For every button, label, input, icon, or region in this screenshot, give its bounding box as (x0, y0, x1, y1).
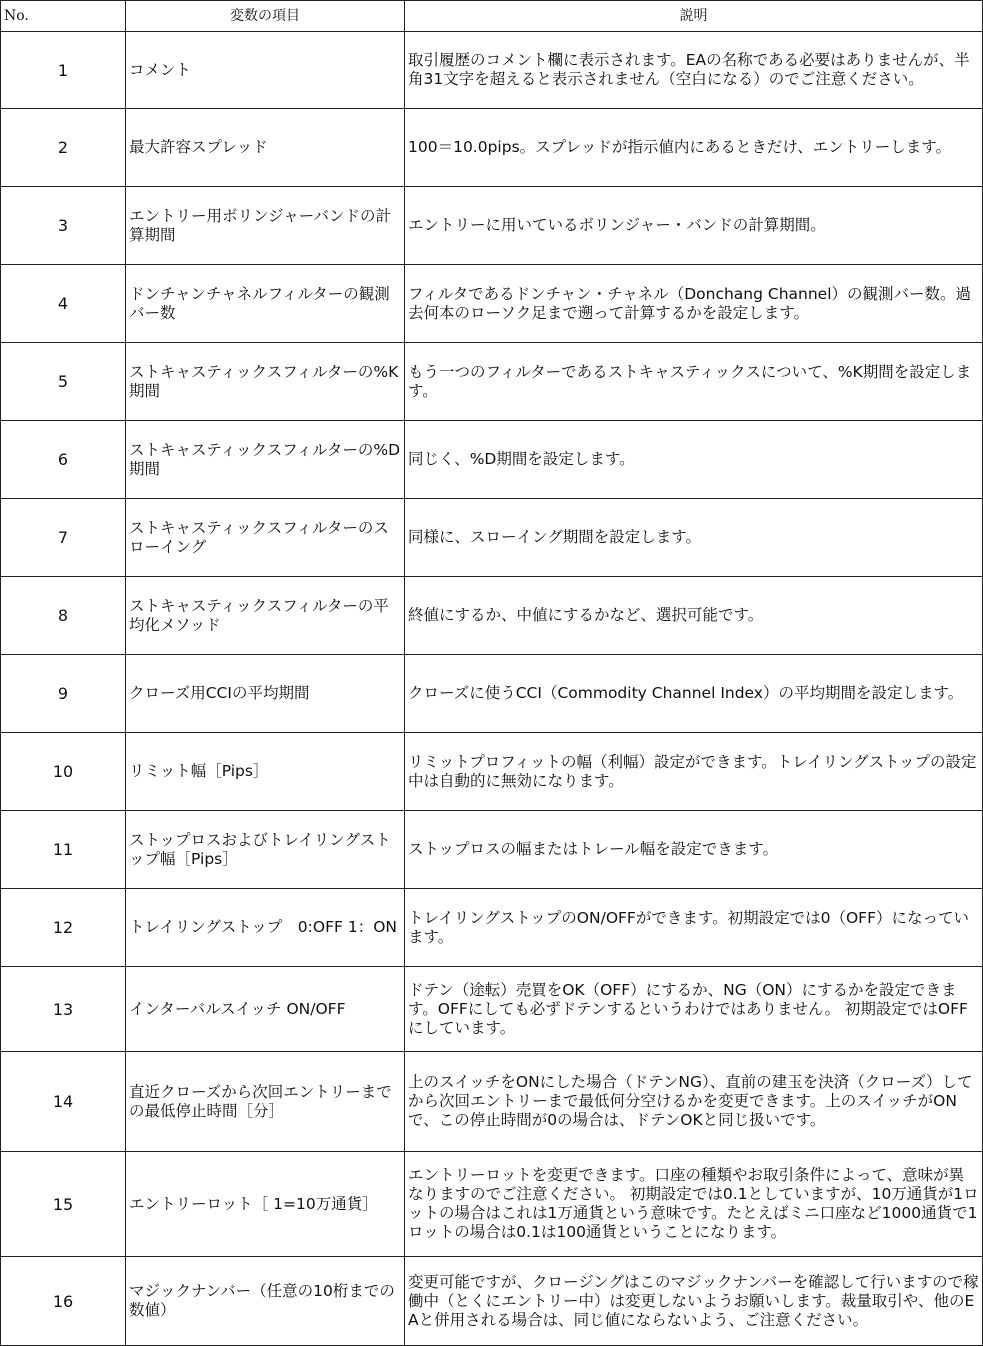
row-description: トレイリングストップのON/OFFができます。初期設定では0（OFF）になっています。 (405, 889, 983, 967)
row-item: クローズ用CCIの平均期間 (126, 655, 405, 733)
row-number: 7 (1, 499, 126, 577)
row-item: ストップロスおよびトレイリングストップ幅［Pips］ (126, 811, 405, 889)
row-number: 2 (1, 109, 126, 187)
table-row (1, 577, 983, 655)
table-row (1, 733, 983, 811)
row-number: 5 (1, 343, 126, 421)
table-row (1, 1257, 983, 1346)
header-item: 変数の項目 (126, 1, 405, 32)
row-item: 最大許容スプレッド (126, 109, 405, 187)
row-number: 6 (1, 421, 126, 499)
row-description: 取引履歴のコメント欄に表示されます。EAの名称である必要はありませんが、半角31文字を超えると表示されません（空白になる）のでご注意ください。 (405, 32, 983, 109)
row-description: クローズに使うCCI（Commodity Channel Index）の平均期間を設定します。 (405, 655, 983, 733)
row-description: 100＝10.0pips。スプレッドが指示値内にあるときだけ、エントリーします。 (405, 109, 983, 187)
row-description: リミットプロフィットの幅（利幅）設定ができます。トレイリングストップの設定中は自動的に無効になります。 (405, 733, 983, 811)
header-row (1, 1, 983, 32)
row-item: マジックナンバー（任意の10桁までの数値） (126, 1257, 405, 1346)
row-number: 4 (1, 265, 126, 343)
table-row (1, 265, 983, 343)
table-row (1, 499, 983, 577)
header-description: 説明 (405, 1, 983, 32)
row-description: 上のスイッチをONにした場合（ドテンNG）、直前の建玉を決済（クローズ）してから次回エントリーまで最低何分空けるかを変更できます。上のスイッチがONで、この停止時間が0の場合は、ドテンOKと同じ扱いです。 (405, 1052, 983, 1152)
row-description: 変更可能ですが、クロージングはこのマジックナンバーを確認して行いますので稼働中（とくにエントリー中）は変更しないようお願いします。裁量取引や、他のEAと併用される場合は、同じ値にならないよう、ご注意ください。 (405, 1257, 983, 1346)
row-item: ストキャスティックスフィルターの平均化メソッド (126, 577, 405, 655)
row-number: 3 (1, 187, 126, 265)
row-item: リミット幅［Pips］ (126, 733, 405, 811)
table-row (1, 889, 983, 967)
row-description: 同じく、%D期間を設定します。 (405, 421, 983, 499)
row-number: 13 (1, 967, 126, 1052)
row-description: 同様に、スローイング期間を設定します。 (405, 499, 983, 577)
row-number: 14 (1, 1052, 126, 1152)
row-description: フィルタであるドンチャン・チャネル（Donchang Channel）の観測バー数。過去何本のローソク足まで遡って計算するかを設定します。 (405, 265, 983, 343)
row-description: もう一つのフィルターであるストキャスティックスについて、%K期間を設定します。 (405, 343, 983, 421)
table-row (1, 32, 983, 109)
row-item: ストキャスティックスフィルターのスローイング (126, 499, 405, 577)
row-description: ドテン（途転）売買をOK（OFF）にするか、NG（ON）にするかを設定できます。OFFにしても必ずドテンするというわけではありません。 初期設定ではOFFにしています。 (405, 967, 983, 1052)
row-number: 9 (1, 655, 126, 733)
table-row (1, 811, 983, 889)
row-number: 16 (1, 1257, 126, 1346)
header-no: No. (1, 1, 126, 32)
table-row (1, 1152, 983, 1257)
row-description: エントリーに用いているボリンジャー・バンドの計算期間。 (405, 187, 983, 265)
row-description: エントリーロットを変更できます。口座の種類やお取引条件によって、意味が異なりますのでご注意ください。 初期設定では0.1としていますが、10万通貨が1ロットの場合はこれは1万通貨という意味です。たとえばミニ口座など1000通貨で1ロットの場合は0.1は100通貨ということになります。 (405, 1152, 983, 1257)
row-description: ストップロスの幅またはトレール幅を設定できます。 (405, 811, 983, 889)
row-item: コメント (126, 32, 405, 109)
row-number: 10 (1, 733, 126, 811)
table-row (1, 109, 983, 187)
row-item: トレイリングストップ 0:OFF 1：ON (126, 889, 405, 967)
row-number: 12 (1, 889, 126, 967)
row-item: ドンチャンチャネルフィルターの観測バー数 (126, 265, 405, 343)
row-item: インターバルスイッチ ON/OFF (126, 967, 405, 1052)
table-row (1, 1052, 983, 1152)
row-item: エントリーロット［ 1=10万通貨］ (126, 1152, 405, 1257)
table-row (1, 655, 983, 733)
row-item: ストキャスティックスフィルターの%D期間 (126, 421, 405, 499)
row-item: ストキャスティックスフィルターの%K期間 (126, 343, 405, 421)
row-description: 終値にするか、中値にするかなど、選択可能です。 (405, 577, 983, 655)
table-row (1, 343, 983, 421)
row-item: 直近クローズから次回エントリーまでの最低停止時間［分］ (126, 1052, 405, 1152)
table-row (1, 187, 983, 265)
table-row (1, 967, 983, 1052)
row-number: 11 (1, 811, 126, 889)
row-number: 8 (1, 577, 126, 655)
row-item: エントリー用ボリンジャーバンドの計算期間 (126, 187, 405, 265)
table-row (1, 421, 983, 499)
row-number: 15 (1, 1152, 126, 1257)
row-number: 1 (1, 32, 126, 109)
